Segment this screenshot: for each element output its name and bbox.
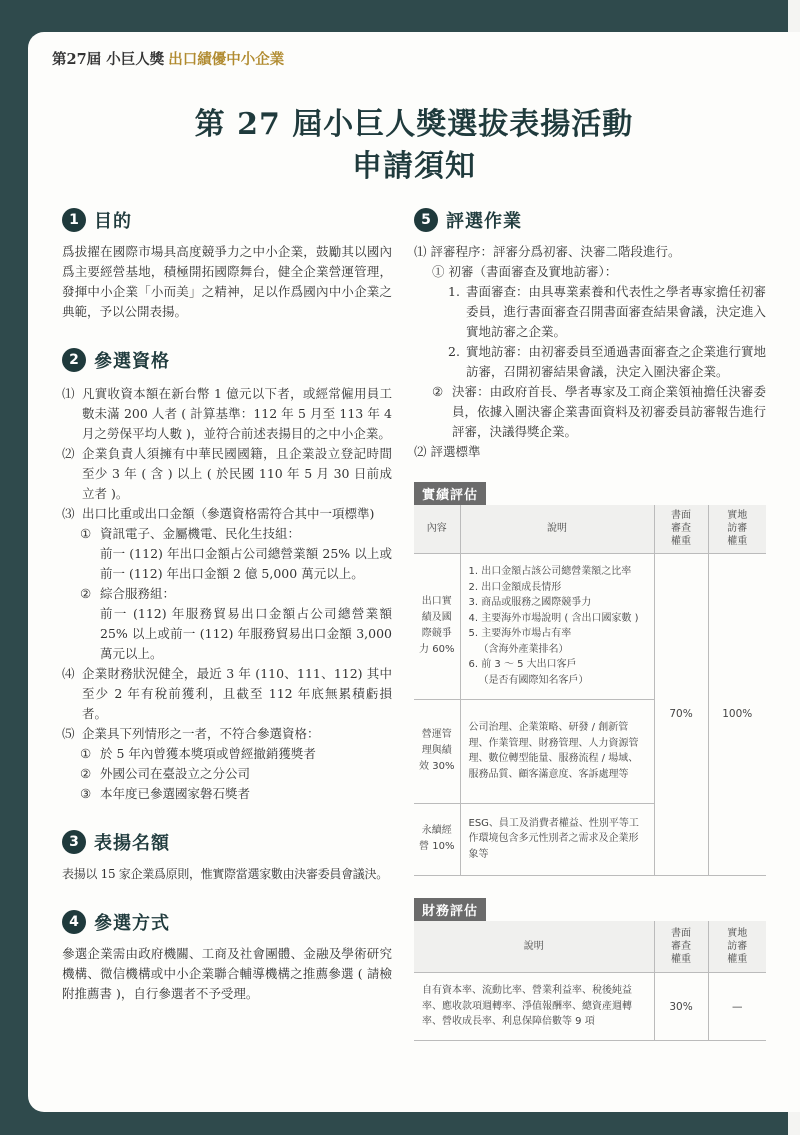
section-2-list <box>62 384 392 804</box>
paper-weight: 30% <box>654 973 708 1041</box>
list-text: 凡實收資本額在新台幣 1 億元以下者，或經常僱用員工數未滿 200 人者 ( 計算基準：112 年 5 月至 113 年 4 月之勞保平均人數 )，並符合前述表揚目的之中小企業。 <box>82 386 392 441</box>
row-desc <box>460 553 654 699</box>
step-marker: 2. <box>448 344 460 359</box>
list-text: 出口比重或出口金額（參選資格需符合其中一項標準) <box>82 506 375 521</box>
list-marker: ⑶ <box>62 506 75 521</box>
running-head <box>52 48 284 69</box>
section-title: 表揚名額 <box>94 833 170 854</box>
sub-item <box>62 764 392 784</box>
title-line-1: 第 27 屆小巨人獎選拔表揚活動 <box>194 107 634 142</box>
header-paper-weight: 書面 審查 權重 <box>654 505 708 553</box>
sub-text: 決審：由政府首長、學者專家及工商企業領袖擔任決審委員，依據入圍決審企業書面資料及初審委員訪審報告進行評審，決議得獎企業。 <box>452 384 766 439</box>
section-number-badge: 2 <box>62 348 86 372</box>
sub-text: 外國公司在臺設立之分公司 <box>100 766 251 781</box>
sub-marker: ① <box>80 526 92 541</box>
sub-marker: ② <box>80 586 92 601</box>
step-marker: 1. <box>448 284 460 299</box>
financial-table-block <box>414 898 766 1042</box>
sub-marker: ① <box>80 746 92 761</box>
title-line-2: 申請須知 <box>352 149 476 184</box>
table-row <box>414 973 766 1041</box>
sub-text: 於 5 年內曾獲本獎項或曾經撤銷獲獎者 <box>100 746 316 761</box>
section-2-heading <box>62 344 392 376</box>
list-marker: ⑷ <box>62 666 75 681</box>
desc-line: 5. 主要海外市場占有率 <box>468 628 572 639</box>
section-3-body: 表揚以 15 家企業爲原則，惟實際當選家數由決審委員會議決。 <box>62 867 388 881</box>
list-item <box>62 504 392 524</box>
desc-line: ESG、員工及消費者權益、性別平等工作環境包含多元性別者之需求及企業形象等 <box>468 817 639 860</box>
step-text: 書面審查：由具專業素養和代表性之學者專家擔任初審委員，進行書面審查召開書面審查結果會議，決定進入實地訪審之企業。 <box>466 284 767 339</box>
table-label: 財務評估 <box>414 898 486 921</box>
paper-weight: 70% <box>654 553 708 875</box>
evaluation-criteria: ⑵ 評選標準 <box>414 444 481 459</box>
header-desc: 說明 <box>414 921 654 973</box>
performance-table-block <box>414 482 766 876</box>
sub-marker: ③ <box>80 786 92 801</box>
table-header-row <box>414 505 766 553</box>
desc-line: 1. 出口金額占該公司總營業額之比率 <box>468 566 632 577</box>
review-step <box>414 342 766 382</box>
section-5-heading <box>414 204 766 236</box>
list-item <box>62 724 392 744</box>
step-text: 實地訪審：由初審委員至通過書面審查之企業進行實地訪審，召開初審結果會議，決定入圍決審企業。 <box>466 344 767 379</box>
row-desc <box>460 699 654 803</box>
sub-item <box>62 744 392 764</box>
sub-detail: 前一 (112) 年服務貿易出口金額占公司總營業額 25% 以上或前一 (112) 年服務貿易出口金額 3,000 萬元以上。 <box>100 606 392 661</box>
list-marker: ⑸ <box>62 726 75 741</box>
header-paper-weight: 書面 審查 權重 <box>654 921 708 973</box>
list-text: 企業具下列情形之一者，不符合參選資格： <box>82 726 320 741</box>
section-number-badge: 3 <box>62 830 86 854</box>
row-desc <box>460 803 654 875</box>
review-procedure: ⑴ 評審程序：評審分爲初審、決審二階段進行。 <box>414 244 681 259</box>
sub-detail: 前一 (112) 年出口金額占公司總營業額 25% 以上或前一 (112) 年出口金額 2 億 5,000 萬元以上。 <box>100 546 392 581</box>
running-head-accent: 出口績優中小企業 <box>168 51 285 68</box>
list-text: 企業財務狀況健全，最近 3 年 (110、111、112) 其中至少 2 年有稅前獲利，且截至 112 年底無累積虧損者。 <box>82 666 392 721</box>
section-title: 參選資格 <box>94 351 170 372</box>
sub-marker: ② <box>80 766 92 781</box>
header-visit-weight: 實地 訪審 權重 <box>708 921 766 973</box>
section-4-heading <box>62 906 392 938</box>
list-text: 企業負責人須擁有中華民國國籍，且企業設立登記時間至少 3 年 ( 含 ) 以上 ( 於民國 110 年 5 月 30 日前成立者 )。 <box>82 446 392 501</box>
section-title: 參選方式 <box>94 913 170 934</box>
section-3-heading <box>62 826 392 858</box>
running-head-prefix: 第27屆 小巨人獎 <box>52 51 165 68</box>
desc-line: 3. 商品或服務之國際競爭力 <box>468 597 592 608</box>
section-number-badge: 1 <box>62 208 86 232</box>
review-step <box>414 282 766 342</box>
section-1-heading <box>62 204 392 236</box>
desc-line: 4. 主要海外市場說明 ( 含出口國家數 ) <box>468 612 639 624</box>
sub-marker: ② <box>432 384 444 399</box>
table-header-row <box>414 921 766 973</box>
right-column <box>414 204 766 1041</box>
section-1-body: 爲拔擢在國際市場具高度競爭力之中小企業，鼓勵其以國內爲主要經營基地，積極開拓國際舞台，健全企業營運管理，發揮中小企業「小而美」之精神，足以作爲國內中小企業之典範，予以公開表揚。 <box>62 244 392 319</box>
sub-item <box>62 784 392 804</box>
section-number-badge: 4 <box>62 910 86 934</box>
list-marker: ⑵ <box>62 446 75 461</box>
row-desc: 自有資本率、流動比率、營業利益率、稅後純益率、應收款項週轉率、淨值報酬率、總資產週轉率、營收成長率、利息保障倍數等 9 項 <box>414 973 654 1041</box>
visit-weight: 100% <box>708 553 766 875</box>
sub-item <box>62 584 392 604</box>
financial-evaluation-table <box>414 921 766 1042</box>
section-5-content <box>414 242 766 462</box>
section-title: 目的 <box>94 211 132 232</box>
desc-line: 公司治理、企業策略、研發 / 創新管理、作業管理、財務管理、人力資源管理、數位轉型能量、服務流程 / 場域、服務品質、顧客滿意度、客訴處理等 <box>468 722 639 780</box>
list-item <box>62 664 392 724</box>
table-row <box>414 553 766 699</box>
final-review <box>414 382 766 442</box>
table-label: 實績評估 <box>414 482 486 505</box>
desc-line: （是否有國際知名客戶） <box>478 674 589 686</box>
desc-line: 2. 出口金額成長情形 <box>468 581 562 593</box>
desc-line: 6. 前 3 ～ 5 大出口客戶 <box>468 659 577 670</box>
desc-line: （含海外產業排名） <box>478 643 569 655</box>
section-number-badge: 5 <box>414 208 438 232</box>
header-content: 內容 <box>414 505 460 553</box>
sub-item <box>62 524 392 544</box>
list-item <box>62 444 392 504</box>
row-content: 營運管 理與績 效 30% <box>414 699 460 803</box>
sub-text: 綜合服務組： <box>100 586 176 601</box>
page-title <box>28 104 800 188</box>
initial-review: ① 初審（書面審查及實地訪審）： <box>432 264 618 279</box>
row-content: 永續經 營 10% <box>414 803 460 875</box>
sub-text: 資訊電子、金屬機電、民化生技組： <box>100 526 301 541</box>
section-title: 評選作業 <box>446 211 522 232</box>
row-content: 出口實 績及國 際競爭 力 60% <box>414 553 460 699</box>
sub-text: 本年度已參選國家磐石獎者 <box>100 786 251 801</box>
visit-weight: — <box>708 973 766 1041</box>
left-column <box>62 204 392 1004</box>
section-4-body: 參選企業需由政府機關、工商及社會團體、金融及學術研究機構、微信機構或中小企業聯合輔導機構之推薦參選 ( 請檢附推薦書 )，自行參選者不予受理。 <box>62 946 392 1001</box>
document-page <box>28 32 800 1112</box>
list-item <box>62 384 392 444</box>
header-visit-weight: 實地 訪審 權重 <box>708 505 766 553</box>
performance-evaluation-table <box>414 505 766 876</box>
list-marker: ⑴ <box>62 386 75 401</box>
header-desc: 說明 <box>460 505 654 553</box>
